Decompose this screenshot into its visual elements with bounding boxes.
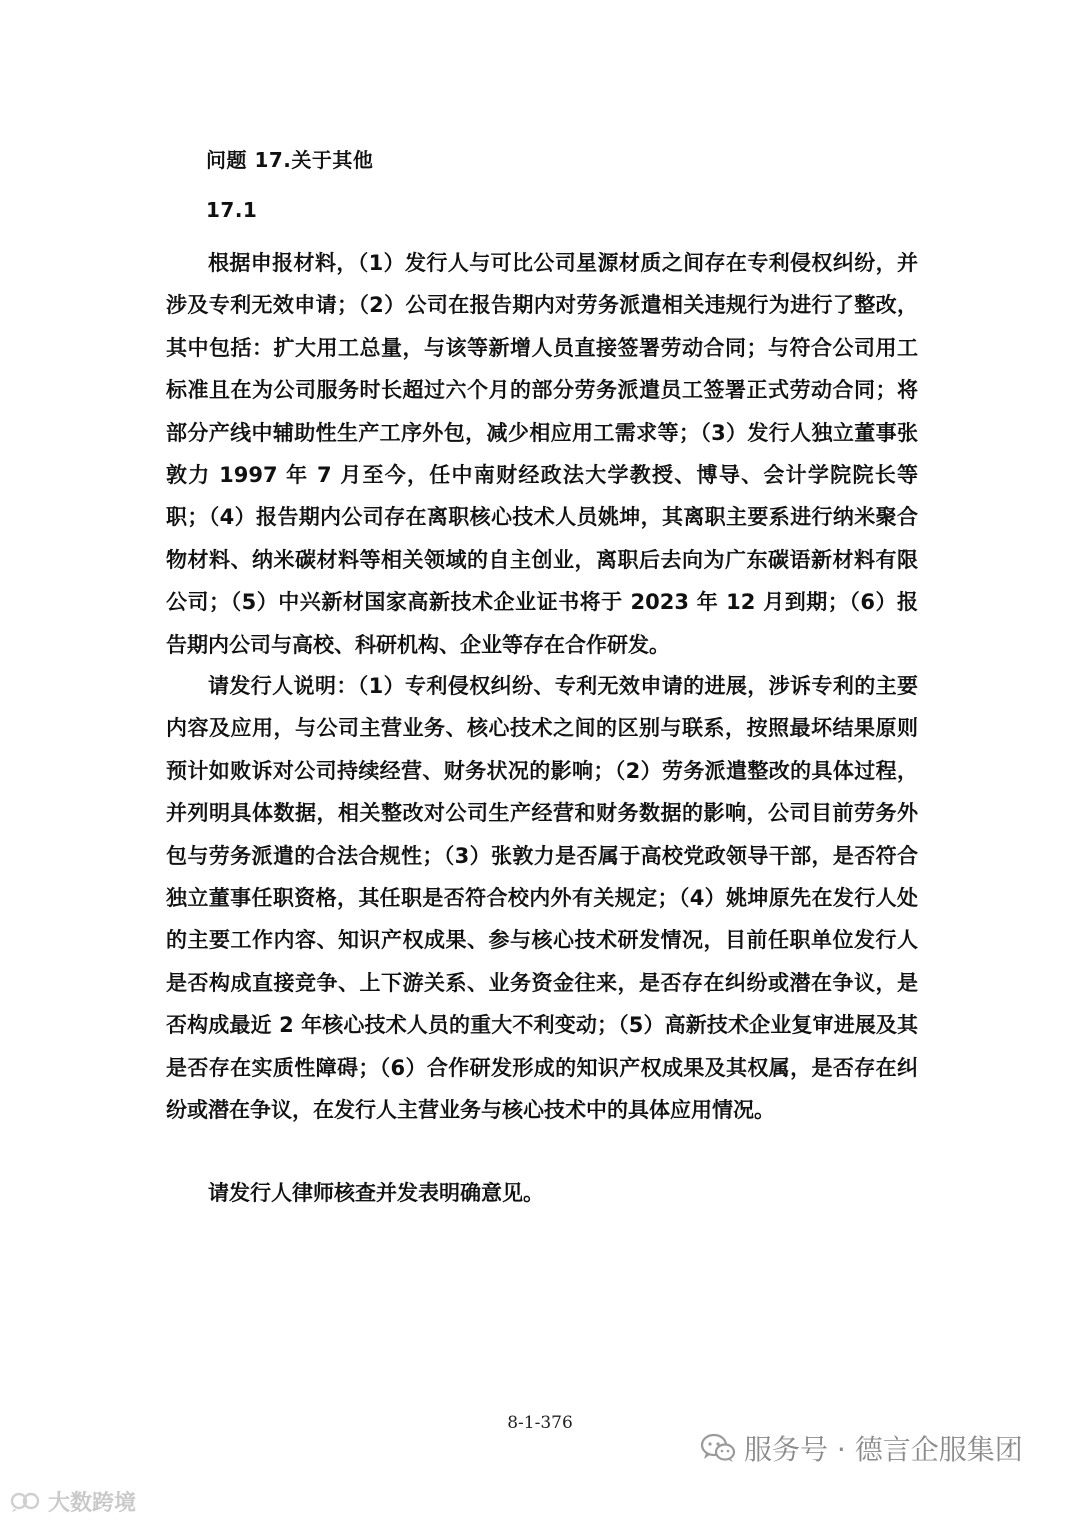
question-heading: 问题 17.关于其他 [206, 148, 374, 172]
page-number: 8-1-376 [507, 1413, 573, 1433]
paragraph-background: 根据申报材料，（1）发行人与可比公司星源材质之间存在专利侵权纠纷，并涉及专利无效申请；（2）公司在报告期内对劳务派遣相关违规行为进行了整改，其中包括：扩大用工总量，与该等新增人员直接签署劳动合同；与符合公司用工标准且在为公司服务时长超过六个月的部分劳务派遣员工签署正式劳动合同；将部分产线中辅助性生产工序外包，减少相应用工需求等；（3）发行人独立董事张敦力 1997 年 7 月至今，任中南财经政法大学教授、博导、会计学院院长等职；（4）报告期内公司存在离职核心技术人员姚坤，其离职主要系进行纳米聚合物材料、纳米碳材料等相关领域的自主创业，离职后去向为广东碳语新材料有限公司；（5）中兴新材国家高新技术企业证书将于 2023 年 12 月到期；（6）报告期内公司与高校、科研机构、企业等存在合作研发。 [166, 251, 918, 657]
question-subheading: 17.1 [206, 198, 258, 222]
source-brand-watermark [10, 1484, 136, 1518]
wechat-icon [700, 1433, 736, 1463]
brand-logo-icon [10, 1489, 44, 1513]
source-brand-label: 大数跨境 [48, 1490, 137, 1516]
service-account-watermark[interactable] [700, 1428, 1023, 1468]
paragraph-lawyer-opinion: 请发行人律师核查并发表明确意见。 [208, 1181, 544, 1205]
service-account-label: 服务号 · 德言企服集团 [744, 1433, 1023, 1466]
paragraph-requests: 请发行人说明：（1）专利侵权纠纷、专利无效申请的进展，涉诉专利的主要内容及应用，与公司主营业务、核心技术之间的区别与联系，按照最坏结果原则预计如败诉对公司持续经营、财务状况的影响；（2）劳务派遣整改的具体过程，并列明具体数据，相关整改对公司生产经营和财务数据的影响，公司目前劳务外包与劳务派遣的合法合规性；（3）张敦力是否属于高校党政领导干部，是否符合独立董事任职资格，其任职是否符合校内外有关规定；（4）姚坤原先在发行人处的主要工作内容、知识产权成果、参与核心技术研发情况，目前任职单位发行人是否构成直接竞争、上下游关系、业务资金往来，是否存在纠纷或潜在争议，是否构成最近 2 年核心技术人员的重大不利变动；（5）高新技术企业复审进展及其是否存在实质性障碍；（6）合作研发形成的知识产权成果及其权属，是否存在纠纷或潜在争议，在发行人主营业务与核心技术中的具体应用情况。 [166, 674, 918, 1123]
